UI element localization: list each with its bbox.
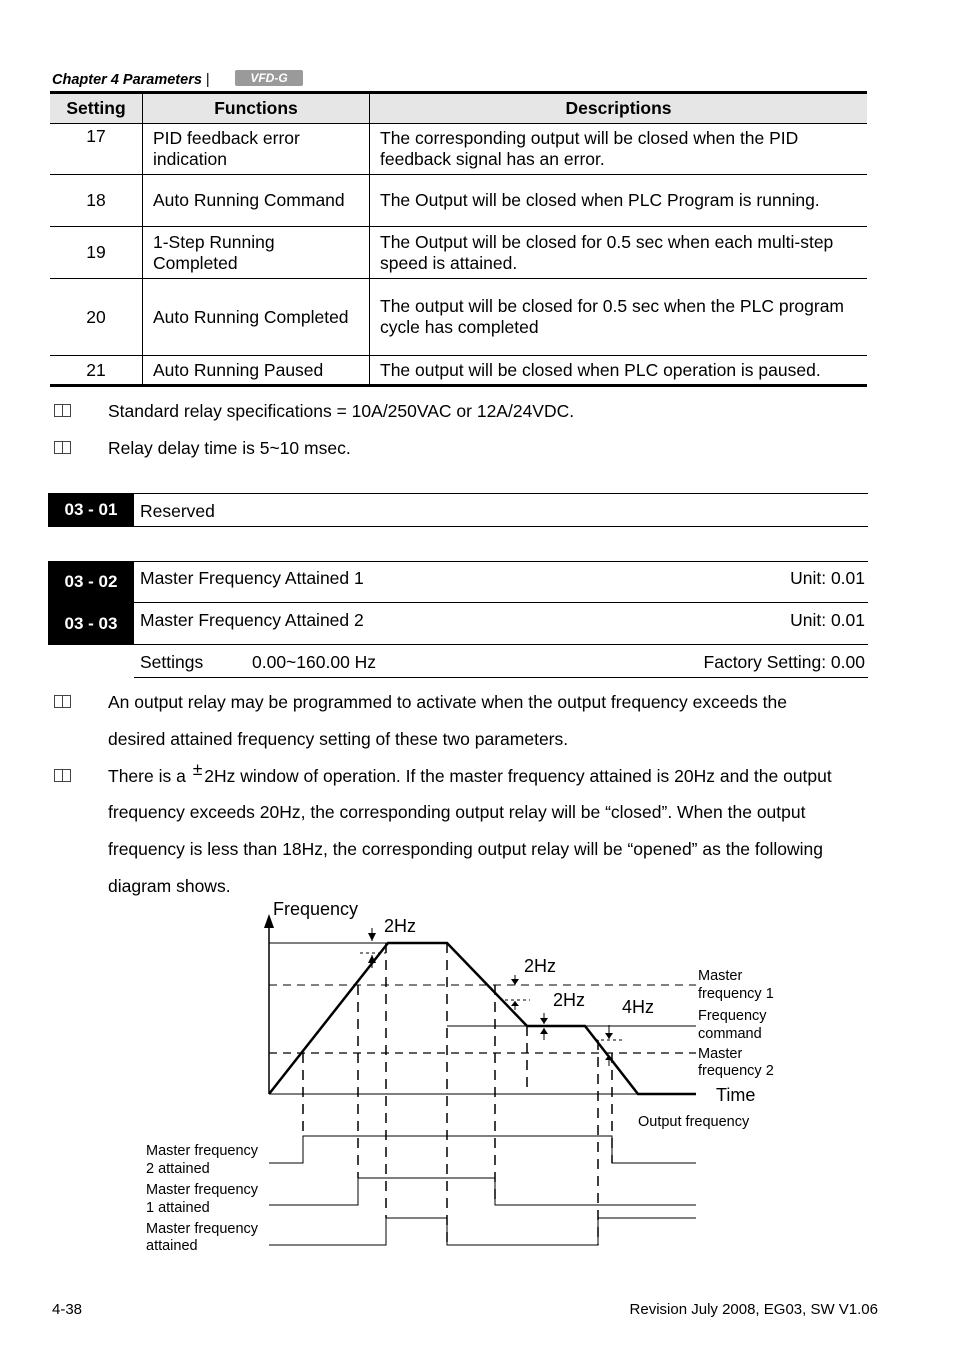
hz-label: 4Hz <box>622 997 655 1017</box>
plus-minus-sign: ± <box>192 759 203 779</box>
settings-label: Settings <box>140 652 204 672</box>
page-number: 4-38 <box>52 1301 83 1318</box>
function-cell: Auto Running Command <box>143 175 370 227</box>
frequency-command-label: Frequency <box>698 1008 767 1024</box>
master-frequency-1-label: Master <box>698 968 743 984</box>
param-code-0302: 03 - 02 <box>48 561 134 603</box>
param-unit-0302: Unit: 0.01 <box>790 568 865 588</box>
signal-label: attained <box>146 1238 198 1254</box>
note-text: diagram shows. <box>108 876 231 896</box>
x-axis-label: Time <box>716 1085 756 1105</box>
hz-label: 2Hz <box>384 916 417 936</box>
setting-cell: 21 <box>50 356 143 386</box>
setting-cell: 19 <box>50 227 143 279</box>
column-header-setting: Setting <box>50 93 143 124</box>
product-logo: VFD-G <box>235 70 303 86</box>
signal-label: 1 attained <box>146 1200 210 1216</box>
function-cell: Auto Running Paused <box>143 356 370 386</box>
column-header-functions: Functions <box>143 93 370 124</box>
param-code-0303: 03 - 03 <box>48 603 134 645</box>
signal-master-frequency-2-attained <box>269 1136 696 1163</box>
description-cell: The Output will be closed for 0.5 sec when each multi-step speed is attained. <box>370 227 868 279</box>
param-unit-0303: Unit: 0.01 <box>790 610 865 630</box>
setting-cell: 20 <box>50 279 143 356</box>
param-name-0302: Master Frequency Attained 1 <box>140 568 364 588</box>
description-cell: The Output will be closed when PLC Program is running. <box>370 175 868 227</box>
frequency-command-label: command <box>698 1026 762 1042</box>
master-frequency-2-label: frequency 2 <box>698 1063 774 1079</box>
master-frequency-2-label: Master <box>698 1046 743 1062</box>
master-frequency-1-label: frequency 1 <box>698 986 774 1002</box>
note-text-part: There is a <box>108 766 186 786</box>
signal-label: Master frequency <box>146 1182 259 1198</box>
settings-range: 0.00~160.00 Hz <box>252 652 377 672</box>
signal-label: Master frequency <box>146 1221 259 1237</box>
note-text-part: 2Hz window of operation. If the master frequency attained is 20Hz and the output <box>204 766 832 786</box>
output-frequency-curve <box>269 943 696 1094</box>
note-text: Standard relay specifications = 10A/250VAC or 12A/24VDC. <box>108 401 575 421</box>
chapter-title: Chapter 4 Parameters <box>52 72 202 88</box>
description-cell: The output will be closed when PLC operation is paused. <box>370 356 868 386</box>
param-code-0301: 03 - 01 <box>48 493 134 526</box>
column-header-descriptions: Descriptions <box>370 93 868 124</box>
setting-cell: 17 <box>50 124 143 175</box>
output-frequency-label: Output frequency <box>638 1114 750 1130</box>
revision-info: Revision July 2008, EG03, SW V1.06 <box>629 1301 878 1318</box>
note-text: desired attained frequency setting of these two parameters. <box>108 729 569 749</box>
function-cell: Auto Running Completed <box>143 279 370 356</box>
hz-label: 2Hz <box>553 990 586 1010</box>
signal-master-frequency-1-attained <box>269 1178 696 1205</box>
signal-label: Master frequency <box>146 1143 259 1159</box>
note-text: Relay delay time is 5~10 msec. <box>108 438 351 458</box>
param-name-0301: Reserved <box>140 501 215 521</box>
hz-label: 2Hz <box>524 956 557 976</box>
note-text: An output relay may be programmed to activate when the output frequency exceeds the <box>108 692 788 712</box>
factory-setting: Factory Setting: 0.00 <box>703 652 865 672</box>
setting-cell: 18 <box>50 175 143 227</box>
function-cell: 1-Step Running Completed <box>143 227 370 279</box>
param-name-0303: Master Frequency Attained 2 <box>140 610 364 630</box>
function-cell: PID feedback error indication <box>143 124 370 175</box>
signal-master-frequency-attained <box>269 1218 696 1245</box>
header-separator: | <box>205 72 210 88</box>
note-text: frequency is less than 18Hz, the corresponding output relay will be “opened” as the following <box>108 839 823 859</box>
description-cell: The corresponding output will be closed when the PID feedback signal has an error. <box>370 124 868 175</box>
signal-label: 2 attained <box>146 1161 210 1177</box>
note-text: frequency exceeds 20Hz, the corresponding output relay will be “closed”. When the output <box>108 802 806 822</box>
description-cell: The output will be closed for 0.5 sec when the PLC program cycle has completed <box>370 279 868 356</box>
y-axis-label: Frequency <box>273 899 359 919</box>
